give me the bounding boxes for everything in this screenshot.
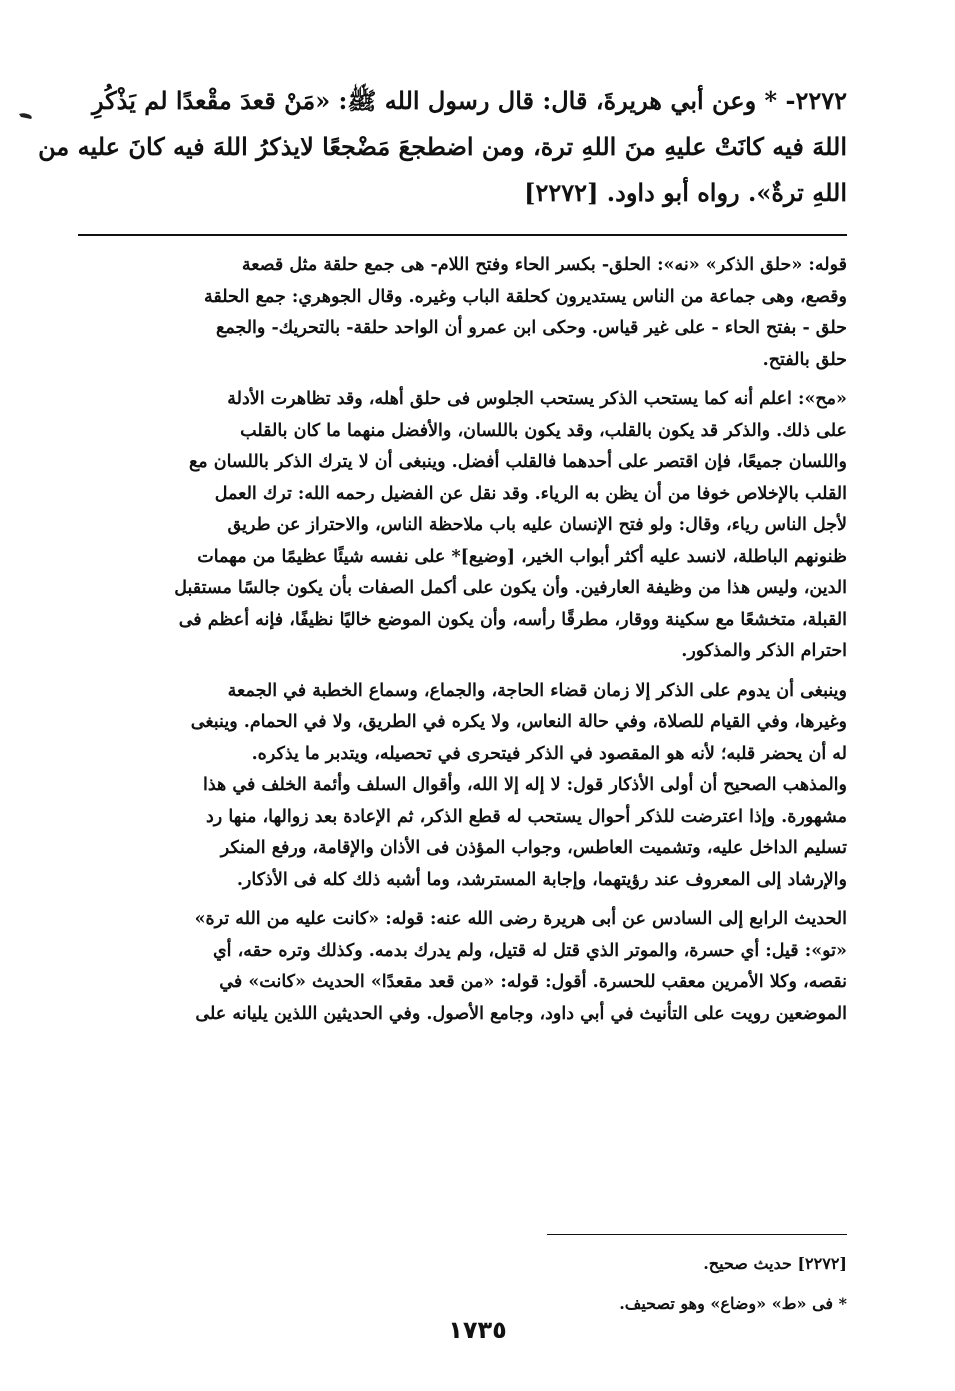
commentary-line: مشهورة. وإذا اعترضت للذكر أحوال يستحب له قطع الذكر، ثم الإعادة بعد زوالها، منها رد — [206, 806, 847, 827]
ink-blot-mark — [18, 110, 34, 120]
commentary-paragraph — [78, 384, 847, 668]
commentary-paragraph — [78, 250, 847, 376]
footnote: [٢٢٧٢] حديث صحيح. — [703, 1254, 847, 1273]
commentary-line: والمذهب الصحيح أن أولى الأذكار قول: لا إله إلا الله، وأقوال السلف وأئمة الخلف في هذا — [202, 775, 847, 795]
commentary-line: الموضعين رويت على التأنيث في أبي داود، وجامع الأصول. وفي الحديثين اللذين يليانه على — [195, 1003, 847, 1024]
footnote: * فى «ط» «وضاع» وهو تصحيف. — [619, 1294, 847, 1313]
commentary-line: احترام الذكر والمذكور. — [681, 641, 847, 661]
commentary-line: القبلة، متخشعًا مع سكينة ووقار، مطرقًا رأسه، وأن يكون الموضع خاليًا نظيفًا، فإنه أعظم فى — [178, 609, 847, 630]
commentary-line: قوله: «حلق الذكر» «نه»: الحلق- بكسر الحاء وفتح اللام- هى جمع حلقة مثل قصعة — [241, 255, 847, 275]
commentary-line: الدين، وليس هذا من وظيفة العارفين. وأن يكون على أكمل الصفات بأن يكون جالسًا مستقبل — [174, 578, 847, 598]
commentary-line: حلق - بفتح الحاء - على غير قياس. وحكى ابن عمرو أن الواحد حلقة- بالتحريك- والجمع — [216, 318, 847, 338]
commentary-paragraph — [78, 676, 847, 897]
commentary-line: «مح»: اعلم أنه كما يستحب الذكر يستحب الجلوس فى حلق أهله، وقد تظاهرت الأدلة — [227, 389, 847, 409]
commentary-line: ظنونهم الباطلة، لانسد عليه أكثر أبواب الخير، [وضيع]* على نفسه شيئًا عظيمًا من مهمات — [197, 546, 847, 567]
commentary-line: «تو»: قيل: أي حسرة، والموتر الذي قتل له قتيل، ولم يدرك بدمه. وكذلك وتره حقه، أي — [212, 940, 847, 961]
commentary-line: وقصع، وهى جماعة من الناس يستديرون كحلقة الباب وغيره. وقال الجوهري: جمع الحلقة — [203, 286, 847, 307]
footnotes — [400, 1244, 847, 1324]
hadith-line: ٢٢٧٢- * وعن أبي هريرةَ، قال: قال رسول الله ﷺ: «مَنْ قعدَ مقْعدًا لم يَذْكُرِ — [91, 86, 847, 115]
commentary-line: على ذلك. والذكر قد يكون بالقلب، وقد يكون باللسان، والأفضل منهما ما كان بالقلب — [240, 420, 847, 441]
section-divider — [78, 234, 847, 236]
commentary-text — [78, 250, 847, 1030]
hadith-text — [38, 78, 847, 216]
paragraph-gap — [78, 668, 847, 676]
paragraph-gap — [78, 896, 847, 904]
commentary-line: واللسان جميعًا، فإن اقتصر على أحدهما فالقلب أفضل. وينبغى أن لا يترك الذكر باللسان مع — [188, 452, 847, 472]
hadith-line: اللهِ ترةٌ». رواه أبو داود. [٢٢٧٢] — [524, 178, 847, 207]
commentary-line: حلق بالفتح. — [762, 349, 847, 370]
commentary-line: القلب بالإخلاص خوفا من أن يظن به الرياء. وقد نقل عن الفضيل رحمه الله: ترك العمل — [214, 483, 847, 504]
hadith-line: اللهَ فيه كانَتْ عليهِ منَ اللهِ ترة، ومن اضطجعَ مَضْجعًا لايذكرُ اللهَ فيه كانَ عليه من — [38, 132, 847, 161]
commentary-line: والإرشاد إلى المعروف عند رؤيتهما، وإجابة المسترشد، وما أشبه ذلك كله فى الأذكار. — [236, 869, 847, 890]
paragraph-gap — [78, 376, 847, 384]
commentary-line: نقصه، وكلا الأمرين معقب للحسرة. أقول: قوله: «من قعد مقعدًا» الحديث «كانت» في — [219, 972, 847, 992]
page-number: ١٧٣٥ — [448, 1316, 507, 1344]
footnote-divider — [547, 1234, 847, 1235]
commentary-line: لأجل الناس رياء، وقال: ولو فتح الإنسان عليه باب ملاحظة الناس، والاحتراز عن طريق — [227, 515, 847, 535]
commentary-line: الحديث الرابع إلى السادس عن أبى هريرة رضى الله عنه: قوله: «كانت عليه من الله ترة» — [194, 909, 847, 929]
commentary-line: له أن يحضر قلبه؛ لأنه هو المقصود في الذكر فيتحرى في تحصيله، ويتدبر ما يذكره. — [251, 743, 847, 764]
commentary-line: وينبغى أن يدوم على الذكر إلا زمان قضاء الحاجة، والجماع، وسماع الخطبة في الجمعة — [227, 680, 847, 701]
commentary-paragraph — [78, 904, 847, 1030]
commentary-line: وغيرها، وفي القيام للصلاة، وفي حالة النعاس، ولا يكره في الطريق، ولا في الحمام. وينبغى — [190, 712, 847, 732]
commentary-line: تسليم الداخل عليه، وتشميت العاطس، وجواب المؤذن فى الأذان والإقامة، ورفع المنكر — [220, 838, 847, 858]
